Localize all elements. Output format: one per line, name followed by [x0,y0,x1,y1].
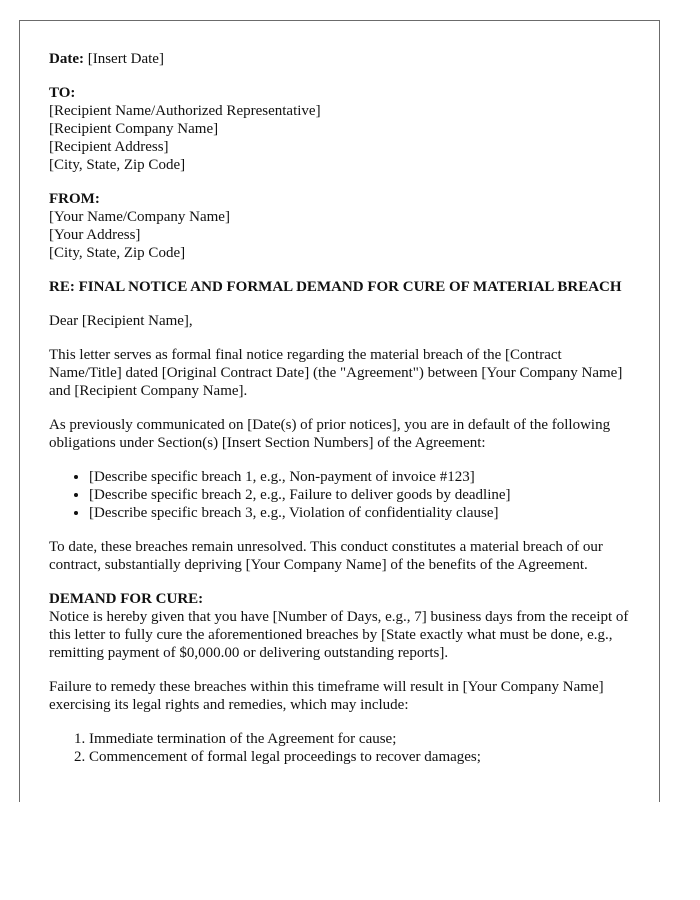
to-line: [Recipient Address] [49,139,169,155]
date-label: Date: [49,51,84,67]
breach-item: • [Describe specific breach 1, e.g., Non-payment of invoice #123] [89,468,631,486]
to-line: [Recipient Name/Authorized Representative] [49,103,321,119]
breach-item: • [Describe specific breach 2, e.g., Failure to deliver goods by deadline] [89,486,631,504]
subject-line: RE: FINAL NOTICE AND FORMAL DEMAND FOR CURE OF MATERIAL BREACH [49,279,622,295]
to-line: [City, State, Zip Code] [49,157,186,173]
demand-heading: DEMAND FOR CURE: [49,591,204,607]
demand-block [49,590,631,662]
unresolved-paragraph: To date, these breaches remain unresolved. This conduct constitutes a material breach of our contract, substantially depriving [Your Company Name] of the benefits of the Agreement. [49,539,603,573]
salutation: Dear [Recipient Name], [49,313,193,329]
intro-paragraph: This letter serves as formal final notice regarding the material breach of the [Contract Name/Title] dated [Original Contract Date] (the "Agreement") between [Your Company Name] and [Recipient Company Name]. [49,347,623,399]
to-label: TO: [49,85,76,101]
remedy-list [49,730,631,766]
from-line: [Your Name/Company Name] [49,209,230,225]
remedy-item: 1. Immediate termination of the Agreement for cause; [89,730,631,748]
from-label: FROM: [49,191,100,207]
to-line: [Recipient Company Name] [49,121,219,137]
from-block [49,190,631,262]
letter-body [49,50,631,782]
letter-page [19,20,660,802]
from-line: [City, State, Zip Code] [49,245,186,261]
to-block [49,84,631,174]
from-line: [Your Address] [49,227,141,243]
failure-paragraph: Failure to remedy these breaches within this timeframe will result in [Your Company Name] exercising its legal rights and remedies, which may include: [49,679,604,713]
demand-text: Notice is hereby given that you have [Number of Days, e.g., 7] business days from the receipt of this letter to fully cure the aforementioned breaches by [State exactly what must be done, e.g., remitting payment of $0,000.00 or delivering outstanding reports]. [49,609,629,661]
breach-list [49,468,631,522]
date-line [49,50,631,68]
date-value: [Insert Date] [87,51,164,67]
default-paragraph: As previously communicated on [Date(s) of prior notices], you are in default of the following obligations under Section(s) [Insert Section Numbers] of the Agreement: [49,417,611,451]
remedy-item: 2. Commencement of formal legal proceedings to recover damages; [89,748,631,766]
breach-item: • [Describe specific breach 3, e.g., Violation of confidentiality clause] [89,504,631,522]
